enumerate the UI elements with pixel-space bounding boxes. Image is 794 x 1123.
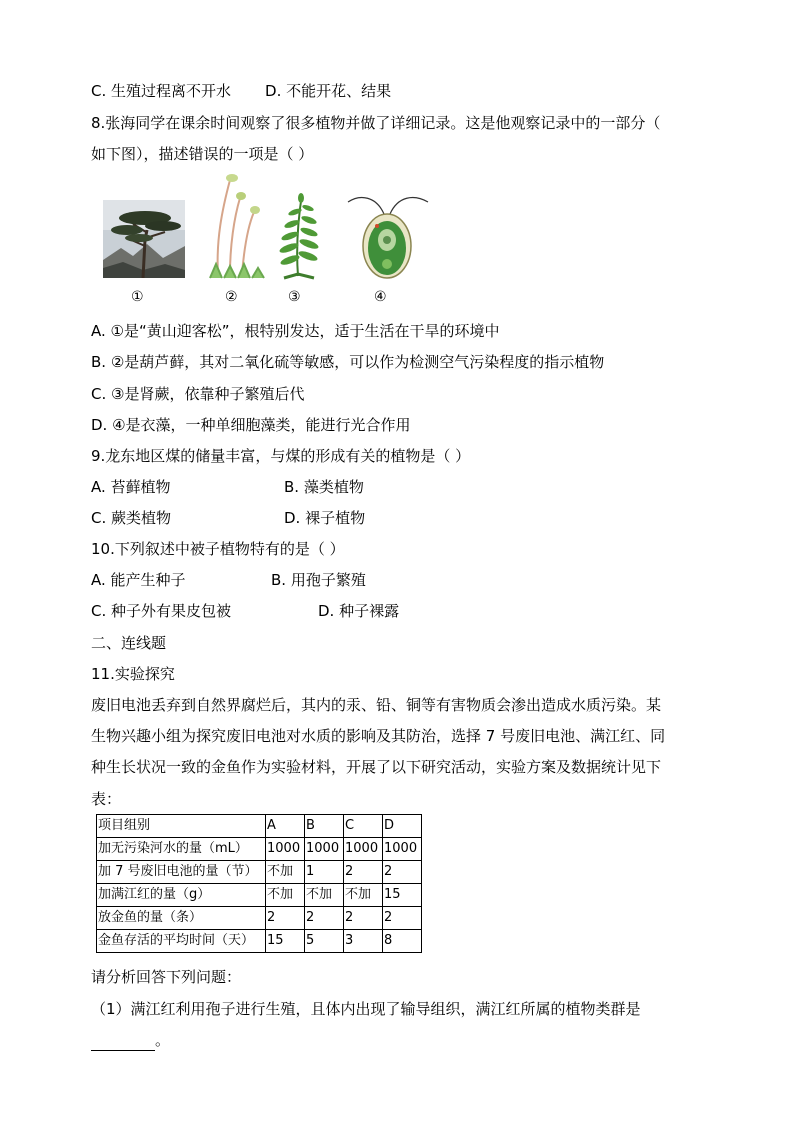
table-cell: 2	[266, 907, 305, 930]
q8-stem-line1: 8.张海同学在课余时间观察了很多植物并做了详细记录。这是他观察记录中的一部分（	[91, 114, 661, 132]
table-cell: 放金鱼的量（条）	[97, 907, 266, 930]
moss-image	[208, 170, 268, 282]
q8-option-d: D. ④是衣藻，一种单细胞藻类，能进行光合作用	[91, 416, 411, 434]
table-header-cell: 项目组别	[97, 815, 266, 838]
q7-option-c: C. 生殖过程离不开水	[91, 82, 232, 100]
fern-image	[268, 190, 328, 282]
table-cell: 1000	[266, 838, 305, 861]
table-row	[97, 861, 422, 884]
table-cell: 加 7 号废旧电池的量（节）	[97, 861, 266, 884]
q9-option-c: C. 蕨类植物	[91, 509, 172, 527]
table-header-cell: A	[266, 815, 305, 838]
table-cell: 8	[383, 930, 422, 953]
table-cell: 不加	[305, 884, 344, 907]
experiment-table	[96, 814, 422, 953]
figure-label-3: ③	[288, 289, 301, 305]
table-header-cell: C	[344, 815, 383, 838]
table-row	[97, 884, 422, 907]
q11-intro-line3: 种生长状况一致的金鱼作为实验材料，开展了以下研究活动，实验方案及数据统计见下	[91, 758, 662, 776]
table-row	[97, 838, 422, 861]
table-row	[97, 930, 422, 953]
q11-intro-line4: 表：	[91, 790, 122, 808]
q11-prompt: 请分析回答下列问题：	[91, 968, 242, 986]
q7-options-cd	[91, 80, 391, 102]
table-header-cell: B	[305, 815, 344, 838]
table-header-row	[97, 815, 422, 838]
table-cell: 2	[383, 907, 422, 930]
table-cell: 1000	[305, 838, 344, 861]
q11-title: 11.实验探究	[91, 665, 175, 683]
q9-option-a: A. 苔藓植物	[91, 478, 171, 496]
table-cell: 加无污染河水的量（mL）	[97, 838, 266, 861]
q11-sub1-line2	[91, 1029, 170, 1051]
table-cell: 2	[305, 907, 344, 930]
chlamydomonas-image	[346, 192, 430, 280]
q11-intro-line2: 生物兴趣小组为探究废旧电池对水质的影响及其防治，选择 7 号废旧电池、满江红、同	[91, 727, 666, 745]
q8-option-a: A. ①是“黄山迎客松”，根特别发达，适于生活在干旱的环境中	[91, 322, 500, 340]
q10-option-d: D. 种子裸露	[318, 602, 400, 620]
q8-option-c: C. ③是肾蕨，依靠种子繁殖后代	[91, 385, 305, 403]
q8-figure	[100, 170, 440, 310]
table-cell: 15	[266, 930, 305, 953]
figure-label-4: ④	[374, 289, 387, 305]
q10-option-a: A. 能产生种子	[91, 571, 186, 589]
table-cell: 15	[383, 884, 422, 907]
q7-option-d: D. 不能开花、结果	[265, 82, 392, 100]
pine-tree-image	[103, 200, 185, 278]
q10-stem: 10.下列叙述中被子植物特有的是（ ）	[91, 540, 345, 558]
q8-option-b: B. ②是葫芦藓，其对二氧化硫等敏感，可以作为检测空气污染程度的指示植物	[91, 353, 605, 371]
table-cell: 1	[305, 861, 344, 884]
table-cell: 1000	[383, 838, 422, 861]
table-cell: 不加	[266, 884, 305, 907]
q10-option-b: B. 用孢子繁殖	[271, 571, 366, 589]
q11-intro-line1: 废旧电池丢弃到自然界腐烂后，其内的汞、铅、铜等有害物质会渗出造成水质污染。某	[91, 696, 662, 714]
table-header-cell: D	[383, 815, 422, 838]
table-cell: 不加	[266, 861, 305, 884]
table-cell: 3	[344, 930, 383, 953]
table-cell: 2	[344, 907, 383, 930]
table-cell: 不加	[344, 884, 383, 907]
q10-option-c: C. 种子外有果皮包被	[91, 602, 232, 620]
figure-label-1: ①	[131, 289, 144, 305]
section-title: 二、连线题	[91, 634, 167, 652]
q11-sub1-end: 。	[155, 1031, 171, 1049]
table-cell: 2	[344, 861, 383, 884]
q9-option-b: B. 藻类植物	[284, 478, 364, 496]
table-cell: 金鱼存活的平均时间（天）	[97, 930, 266, 953]
figure-label-2: ②	[225, 289, 238, 305]
table-cell: 加满江红的量（g）	[97, 884, 266, 907]
table-row	[97, 907, 422, 930]
q11-sub1-line1: （1）满江红利用孢子进行生殖，且体内出现了输导组织，满江红所属的植物类群是	[91, 1000, 641, 1018]
q8-stem-line2: 如下图），描述错误的一项是（ ）	[91, 145, 314, 163]
q9-stem: 9.龙东地区煤的储量丰富，与煤的形成有关的植物是（ ）	[91, 447, 471, 465]
table-cell: 5	[305, 930, 344, 953]
q9-option-d: D. 裸子植物	[284, 509, 366, 527]
table-cell: 1000	[344, 838, 383, 861]
answer-blank[interactable]	[91, 1034, 155, 1051]
table-cell: 2	[383, 861, 422, 884]
